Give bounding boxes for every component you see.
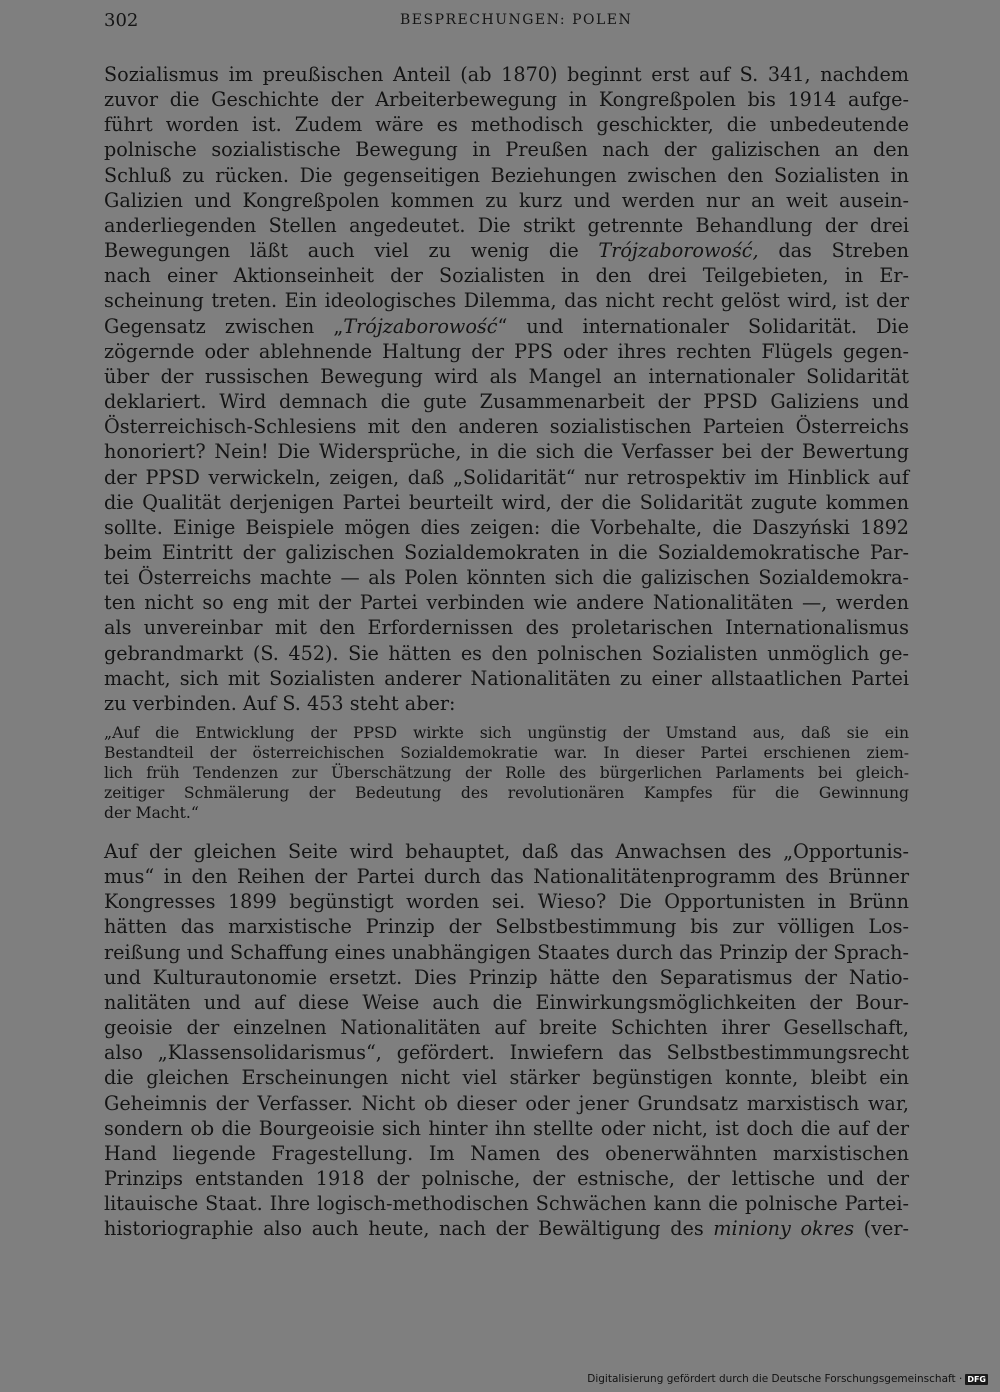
text-run: historiographie also auch heute, nach der Bewältigung des — [104, 1217, 714, 1241]
text-line: geoisie der einzelnen Nationalitäten auf breite Schichten ihrer Gesellschaft, — [104, 1016, 909, 1040]
text-line — [104, 238, 909, 263]
block-quote — [104, 724, 909, 824]
text-line: zögernde oder ablehnende Haltung der PPS oder ihres rechten Flügels gegen- — [104, 339, 909, 363]
quote-line: lich früh Tendenzen zur Überschätzung der Rolle des bürgerlichen Parlaments bei gleich- — [104, 763, 909, 782]
text-line: die gleichen Erscheinungen nicht viel stärker begünstigen konnte, bleibt ein — [104, 1066, 909, 1090]
text-line: Sozialismus im preußischen Anteil (ab 1870) beginnt erst auf S. 341, nachdem — [104, 63, 909, 86]
text-line: hätten das marxistische Prinzip der Selbstbestimmung bis zur völligen Los- — [104, 915, 909, 939]
text-line: über der russischen Bewegung wird als Mangel an internationaler Solidarität — [104, 364, 909, 388]
text-run: “ und internationaler Solidarität. Die — [497, 314, 909, 338]
text-line: Österreichisch-Schlesiens mit den anderen sozialistischen Parteien Österreichs — [104, 415, 909, 439]
italic-term: miniony okres — [713, 1217, 855, 1241]
quote-line: zeitiger Schmälerung der Bedeutung des revolutionären Kampfes für die Gewinnung — [104, 783, 909, 802]
text-line: nach einer Aktionseinheit der Sozialisten in den drei Teilgebieten, in Er- — [104, 264, 909, 288]
quote-line: der Macht.“ — [104, 803, 199, 822]
dfg-logo: DFG — [967, 1374, 986, 1384]
text-line: Kongresses 1899 begünstigt worden sei. Wieso? Die Opportunisten in Brünn — [104, 890, 909, 914]
text-line: nalitäten und auf diese Weise auch die Einwirkungsmöglichkeiten der Bour- — [104, 990, 909, 1014]
text-run: Bewegungen läßt auch viel zu wenig die — [104, 239, 599, 263]
text-line: und Kulturautonomie ersetzt. Dies Prinzip hätte den Separatismus der Natio- — [104, 965, 909, 989]
text-line: der PPSD verwickeln, zeigen, daß „Solidarität“ nur retrospektiv im Hinblick auf — [104, 465, 909, 489]
text-line: zuvor die Geschichte der Arbeiterbewegung in Kongreßpolen bis 1914 aufge- — [104, 88, 909, 112]
text-line: Hand liegende Fragestellung. Im Namen des obenerwähnten marxistischen — [104, 1141, 909, 1165]
text-line: litauische Staat. Ihre logisch-methodischen Schwächen kann die polnische Partei- — [104, 1192, 909, 1216]
text-line: Auf der gleichen Seite wird behauptet, daß das Anwachsen des „Opportunis- — [104, 840, 909, 863]
text-run: Gegensatz zwischen „ — [104, 314, 344, 338]
text-line: Geheimnis der Verfasser. Nicht ob dieser oder jener Grundsatz marxistisch war, — [104, 1091, 909, 1115]
text-run: das Streben — [758, 239, 909, 263]
paragraph-2 — [104, 839, 909, 1242]
text-line: anderliegenden Stellen angedeutet. Die strikt getrennte Behandlung der drei — [104, 213, 909, 237]
digitization-footer — [587, 1373, 988, 1385]
text-line: führt worden ist. Zudem wäre es methodisch geschickter, die unbedeutende — [104, 113, 909, 137]
text-line: als unvereinbar mit den Erfordernissen des proletarischen Internationalismus — [104, 616, 909, 640]
text-line: deklariert. Wird demnach die gute Zusammenarbeit der PPSD Galiziens und — [104, 390, 909, 414]
text-line: mus“ in den Reihen der Partei durch das Nationalitätenprogramm des Brünner — [104, 865, 909, 889]
text-line: sollte. Einige Beispiele mögen dies zeigen: die Vorbehalte, die Daszyński 1892 — [104, 515, 909, 539]
text-line: Galizien und Kongreßpolen kommen zu kurz und werden nur an weit ausein- — [104, 188, 909, 212]
text-line: beim Eintritt der galizischen Sozialdemokraten in die Sozialdemokratische Par- — [104, 540, 909, 564]
text-line: die Qualität derjenigen Partei beurteilt wird, der die Solidarität zugute kommen — [104, 490, 909, 514]
text-line: gebrandmarkt (S. 452). Sie hätten es den polnischen Sozialisten unmöglich ge- — [104, 641, 909, 665]
running-head: BESPRECHUNGEN: POLEN — [400, 12, 633, 28]
text-line: Schluß zu rücken. Die gegenseitigen Beziehungen zwischen den Sozialisten in — [104, 163, 909, 187]
text-line: also „Klassensolidarismus“, gefördert. Inwiefern das Selbstbestimmungsrecht — [104, 1041, 909, 1065]
text-line: scheinung treten. Ein ideologisches Dilemma, das nicht recht gelöst wird, ist der — [104, 289, 909, 313]
text-line: sondern ob die Bourgeoisie sich hinter ihn stellte oder nicht, ist doch die auf der — [104, 1116, 909, 1140]
text-run: (ver- — [854, 1217, 909, 1241]
quote-line: Bestandteil der österreichischen Sozialdemokratie war. In dieser Partei erschienen ziem- — [104, 743, 909, 762]
page-number: 302 — [104, 10, 139, 31]
text-line: tei Österreichs machte — als Polen könnten sich die galizischen Sozialdemokra- — [104, 566, 909, 590]
text-line: polnische sozialistische Bewegung in Preußen nach der galizischen an den — [104, 138, 909, 162]
text-line — [104, 314, 909, 339]
footer-credit: Digitalisierung gefördert durch die Deutsche Forschungsgemeinschaft · — [587, 1373, 963, 1385]
paragraph-1 — [104, 62, 909, 716]
italic-term: Trójzaborowość, — [598, 239, 759, 263]
italic-term: Trójzaborowość — [343, 314, 498, 338]
text-line: honoriert? Nein! Die Widersprüche, in die sich die Verfasser bei der Bewertung — [104, 440, 909, 464]
text-line: reißung und Schaffung eines unabhängigen Staates durch das Prinzip der Sprach- — [104, 940, 909, 964]
text-line: Prinzips entstanden 1918 der polnische, der estnische, der lettische und der — [104, 1167, 909, 1191]
text-line — [104, 1216, 909, 1241]
text-line: macht, sich mit Sozialisten anderer Nationalitäten zu einer allstaatlichen Partei — [104, 666, 909, 690]
text-line: ten nicht so eng mit der Partei verbinden wie andere Nationalitäten —, werden — [104, 591, 909, 615]
quote-line: „Auf die Entwicklung der PPSD wirkte sich ungünstig der Umstand aus, daß sie ein — [104, 724, 909, 742]
text-line: zu verbinden. Auf S. 453 steht aber: — [104, 691, 456, 715]
